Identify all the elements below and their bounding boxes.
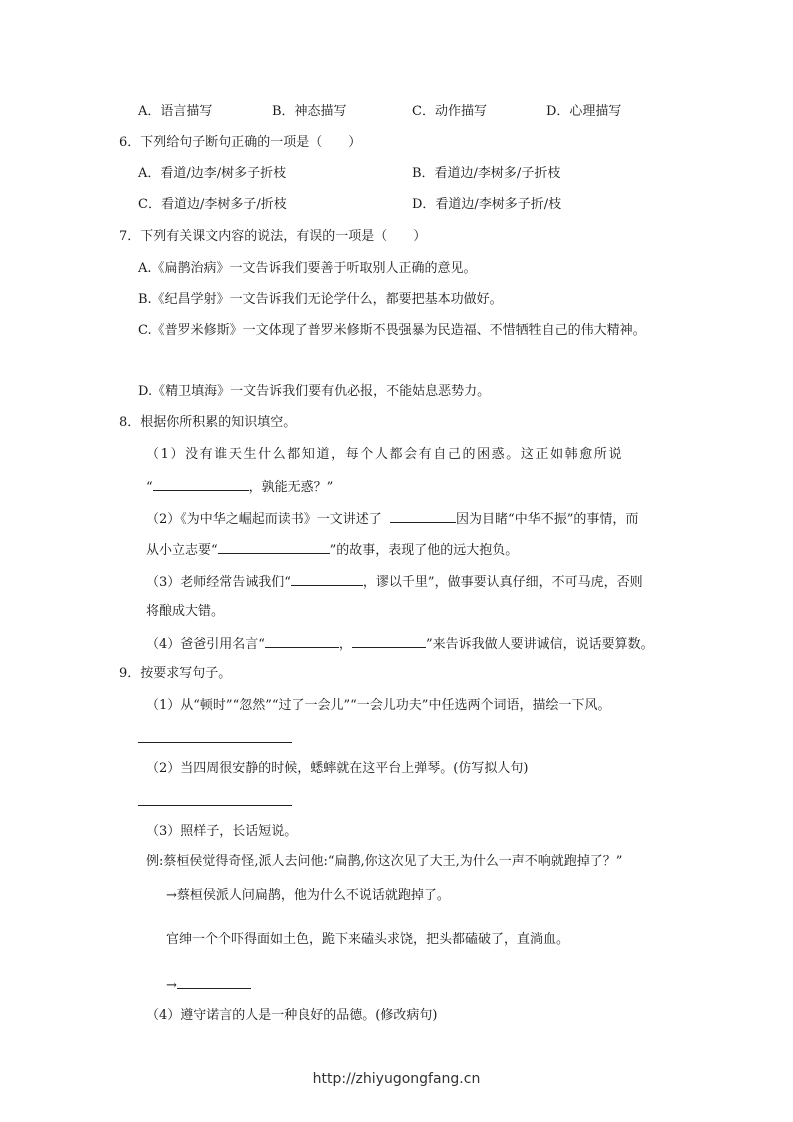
q9-part3-blank[interactable] (177, 975, 251, 989)
q8-part2-line2 (146, 540, 518, 560)
q5-option-a: A．语言描写 (138, 104, 213, 119)
q9-task-sentence: 官绅一个个吓得面如土色，跪下来磕头求饶，把头都磕破了，直淌血。 (166, 932, 570, 947)
q8-part2-text-b: 因为目睹“中华不振”的事情，而 (456, 512, 639, 527)
arrow-icon: → (166, 978, 177, 993)
q9-part3: （3）照样子，长话短说。 (146, 824, 298, 839)
q6-option-d: D．看道边/李树多子折/枝 (412, 197, 562, 212)
q9-example-answer: →蔡桓侯派人问扁鹊，他为什么不说话就跑掉了。 (166, 888, 450, 903)
q7-option-d: D.《精卫填海》一文告诉我们要有仇必报，不能姑息恶势力。 (138, 384, 491, 399)
q7-stem: 7．下列有关课文内容的说法，有误的一项是（ ） (119, 229, 427, 244)
q9-stem: 9．按要求写句子。 (119, 666, 232, 681)
q8-part2-blank-1[interactable] (390, 509, 456, 523)
q8-part4-text-a: （4）爸爸引用名言“ (146, 637, 265, 652)
q8-part4-blank-1[interactable] (265, 634, 339, 648)
q7-option-b: B.《纪昌学射》一文告诉我们无论学什么，都要把基本功做好。 (138, 292, 503, 307)
q5-option-d: D．心理描写 (546, 104, 622, 119)
q8-part2-text-a: （2）《为中华之崛起而读书》一文讲述了 (146, 512, 382, 527)
q6-stem: 6．下列给句子断句正确的一项是（ ） (119, 135, 362, 150)
q8-part2-line1 (146, 509, 638, 529)
q9-part2: （2）当四周很安静的时候，蟋蟀就在这平台上弹琴。(仿写拟人句) (146, 761, 529, 776)
q8-part2-text-c: 从小立志要“ (146, 543, 218, 558)
q7-option-a: A.《扁鹊治病》一文告诉我们要善于听取别人正确的意见。 (138, 261, 477, 276)
q8-part3-line2: 将酿成大错。 (146, 604, 225, 619)
q8-part3-text-b: ，谬以千里”，做事要认真仔细，不可马虎，否则 (362, 575, 643, 590)
q8-part4-text-c: ”来告诉我做人要讲诚信，说话要算数。 (425, 637, 654, 652)
q8-part3-line1 (146, 572, 643, 592)
q9-part3-answer (166, 975, 251, 995)
q8-part1-line1: （1）没有谁天生什么都知道，每个人都会有自己的困惑。这正如韩愈所说 (146, 447, 624, 462)
q9-example: 例:蔡桓侯觉得奇怪,派人去问他:“扁鹊,你这次见了大王,为什么一声不响就跑掉了？” (146, 854, 623, 869)
footer-url[interactable]: http://zhiyugongfang.cn (312, 1071, 481, 1087)
q8-part2-blank-2[interactable] (218, 540, 330, 554)
q8-stem: 8．根据你所积累的知识填空。 (119, 415, 297, 430)
q5-option-c: C．动作描写 (412, 104, 487, 119)
q8-part4-blank-2[interactable] (352, 634, 426, 648)
q8-part3-blank[interactable] (291, 572, 363, 586)
q8-part2-text-d: ”的故事，表现了他的远大抱负。 (329, 543, 519, 558)
q8-part1-tail: ，孰能无惑？” (248, 480, 334, 495)
q9-part1: （1）从“顿时”“忽然”“过了一会儿”“一会儿功夫”中任选两个词语，描绘一下风。 (146, 698, 611, 713)
q5-option-b: B．神态描写 (272, 104, 347, 119)
q9-part1-answer-line[interactable] (138, 742, 292, 743)
q7-option-c: C.《普罗米修斯》一文体现了普罗米修斯不畏强暴为民造福、不惜牺牲自己的伟大精神。 (138, 323, 646, 338)
q8-part1-blank[interactable] (153, 477, 249, 491)
q9-part4: （4）遵守诺言的人是一种良好的品德。(修改病句) (146, 1008, 438, 1023)
q8-part4-line (146, 634, 654, 654)
q6-option-c: C．看道边/李树多子/折枝 (138, 197, 287, 212)
q8-part1-line2 (146, 477, 333, 497)
q8-part4-text-b: ， (338, 637, 352, 652)
q6-option-a: A．看道/边李/树多子折枝 (138, 166, 287, 181)
q8-part3-text-a: （3）老师经常告诫我们“ (146, 575, 291, 590)
q8-part1-open-quote: “ (146, 480, 153, 495)
q6-option-b: B．看道边/李树多/子折枝 (412, 166, 561, 181)
q9-part2-answer-line[interactable] (138, 805, 292, 806)
